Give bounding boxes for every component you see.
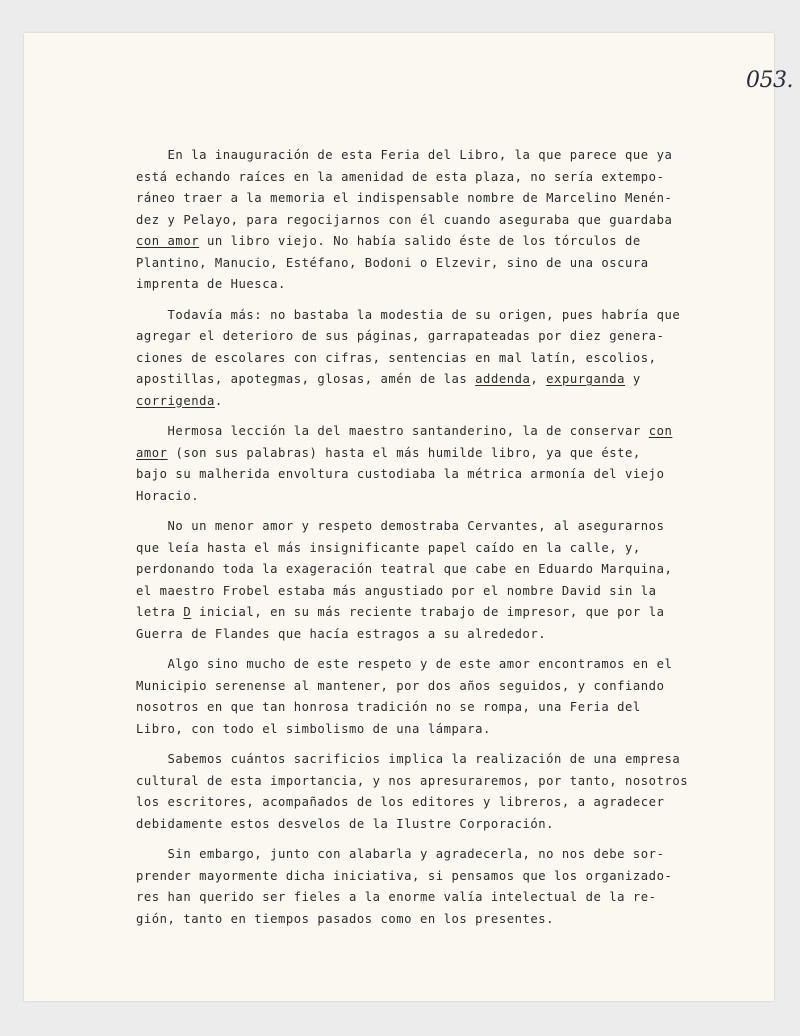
- text-segment: (son sus palabras) hasta el más humilde libro, ya que éste,: [167, 445, 641, 460]
- underlined-phrase: expurganda: [546, 372, 626, 386]
- paragraph: [136, 421, 776, 507]
- folio-number: 053.: [746, 68, 793, 93]
- text-line: [136, 602, 776, 624]
- typewritten-page: [24, 33, 793, 1001]
- text-line: [136, 697, 776, 719]
- text-segment: ,: [530, 372, 547, 386]
- text-segment: inicial, en su más reciente trabajo de impresor, que por la: [191, 605, 665, 619]
- underlined-phrase: addenda: [475, 372, 531, 386]
- paragraph: [136, 145, 776, 296]
- text-line: [136, 145, 776, 167]
- underlined-phrase: amor: [136, 445, 168, 460]
- text-line: [136, 538, 776, 560]
- paragraph-gap: [136, 507, 776, 516]
- document-body: [136, 145, 776, 930]
- underlined-phrase: con: [648, 424, 673, 438]
- text-segment: nosotros en que tan honrosa tradición no se rompa, una Feria del: [136, 700, 641, 714]
- text-segment: debidamente estos desvelos de la Ilustre Corporación.: [136, 816, 555, 831]
- text-line: [136, 516, 776, 538]
- text-segment: Sabemos cuántos sacrificios implica la realización de una empresa: [136, 752, 681, 766]
- text-segment: letra: [136, 605, 184, 619]
- text-line: [136, 210, 776, 232]
- text-line: [136, 167, 776, 189]
- text-segment: cultural de esta importancia, y nos apresuraremos, por tanto, nosotros: [136, 773, 689, 788]
- paragraph-gap: [136, 412, 776, 421]
- text-segment: prender mayormente dicha iniciativa, si pensamos que los organizado-: [136, 868, 673, 883]
- text-line: [136, 866, 776, 888]
- text-segment: res han querido ser fieles a la enorme valía intelectual de la re-: [136, 890, 657, 904]
- text-line: [136, 443, 776, 465]
- paragraph-gap: [136, 835, 776, 844]
- text-segment: los escritores, acompañados de los editores y libreros, a agradecer: [136, 795, 665, 809]
- text-segment: Municipio serenense al mantener, por dos años seguidos, y confiando: [136, 678, 665, 693]
- text-segment: .: [214, 393, 223, 408]
- text-line: [136, 391, 776, 413]
- text-segment: Guerra de Flandes que hacía estragos a su alrededor.: [136, 626, 547, 641]
- text-line: [136, 749, 776, 771]
- text-line: [136, 274, 776, 296]
- text-line: [136, 188, 776, 210]
- text-segment: gión, tanto en tiempos pasados como en los presentes.: [136, 911, 555, 926]
- text-segment: Sin embargo, junto con alabarla y agradecerla, no nos debe sor-: [136, 847, 665, 861]
- text-segment: Plantino, Manucio, Estéfano, Bodoni o Elzevir, sino de una oscura: [136, 255, 649, 270]
- text-segment: agregar el deterioro de sus páginas, garrapateadas por diez genera-: [136, 329, 665, 343]
- paragraph-gap: [136, 740, 776, 749]
- paragraph-gap: [136, 296, 776, 305]
- text-segment: un libro viejo. No había salido éste de los tórculos de: [199, 234, 641, 248]
- text-segment: Algo sino mucho de este respeto y de este amor encontramos en el: [136, 657, 673, 671]
- text-segment: Hermosa lección la del maestro santanderino, la de conservar: [136, 424, 649, 438]
- text-segment: bajo su malherida envoltura custodiaba la métrica armonía del viejo: [136, 467, 665, 481]
- text-segment: el maestro Frobel estaba más angustiado por el nombre David sin la: [136, 583, 657, 598]
- text-line: [136, 348, 776, 370]
- text-line: [136, 326, 776, 348]
- text-line: [136, 305, 776, 327]
- text-line: [136, 676, 776, 698]
- paragraph: [136, 749, 776, 835]
- paragraph: [136, 844, 776, 930]
- text-line: [136, 771, 776, 793]
- text-line: [136, 844, 776, 866]
- text-segment: está echando raíces en la amenidad de esta plaza, no sería extempo-: [136, 169, 665, 184]
- paragraph: [136, 516, 776, 645]
- paragraph-gap: [136, 645, 776, 654]
- text-line: [136, 253, 776, 275]
- underlined-phrase: D: [183, 605, 192, 619]
- text-line: [136, 231, 776, 253]
- text-segment: Horacio.: [136, 488, 200, 503]
- text-segment: Todavía más: no bastaba la modestia de su origen, pues habría que: [136, 307, 681, 322]
- text-line: [136, 486, 776, 508]
- text-segment: ráneo traer a la memoria el indispensable nombre de Marcelino Menén-: [136, 191, 673, 205]
- text-segment: No un menor amor y respeto demostraba Cervantes, al asegurarnos: [136, 519, 665, 533]
- text-line: [136, 719, 776, 741]
- underlined-phrase: con amor: [136, 234, 200, 248]
- underlined-phrase: corrigenda: [136, 393, 215, 408]
- paragraph: [136, 305, 776, 413]
- text-segment: En la inauguración de esta Feria del Libro, la que parece que ya: [136, 148, 673, 162]
- text-line: [136, 909, 776, 931]
- text-line: [136, 887, 776, 909]
- text-segment: dez y Pelayo, para regocijarnos con él cuando aseguraba que guardaba: [136, 212, 673, 227]
- text-line: [136, 421, 776, 443]
- text-line: [136, 814, 776, 836]
- text-segment: imprenta de Huesca.: [136, 277, 286, 291]
- text-line: [136, 792, 776, 814]
- text-segment: Libro, con todo el simbolismo de una lámpara.: [136, 721, 491, 736]
- text-line: [136, 581, 776, 603]
- paragraph: [136, 654, 776, 740]
- text-segment: que leía hasta el más insignificante papel caído en la calle, y,: [136, 540, 641, 555]
- text-segment: perdonando toda la exageración teatral que cabe en Eduardo Marquina,: [136, 562, 673, 576]
- text-line: [136, 369, 776, 391]
- text-line: [136, 464, 776, 486]
- text-line: [136, 559, 776, 581]
- text-segment: apostillas, apotegmas, glosas, amén de las: [136, 372, 476, 386]
- text-segment: y: [625, 372, 641, 386]
- text-line: [136, 654, 776, 676]
- text-segment: ciones de escolares con cifras, sentencias en mal latín, escolios,: [136, 350, 657, 365]
- text-line: [136, 624, 776, 646]
